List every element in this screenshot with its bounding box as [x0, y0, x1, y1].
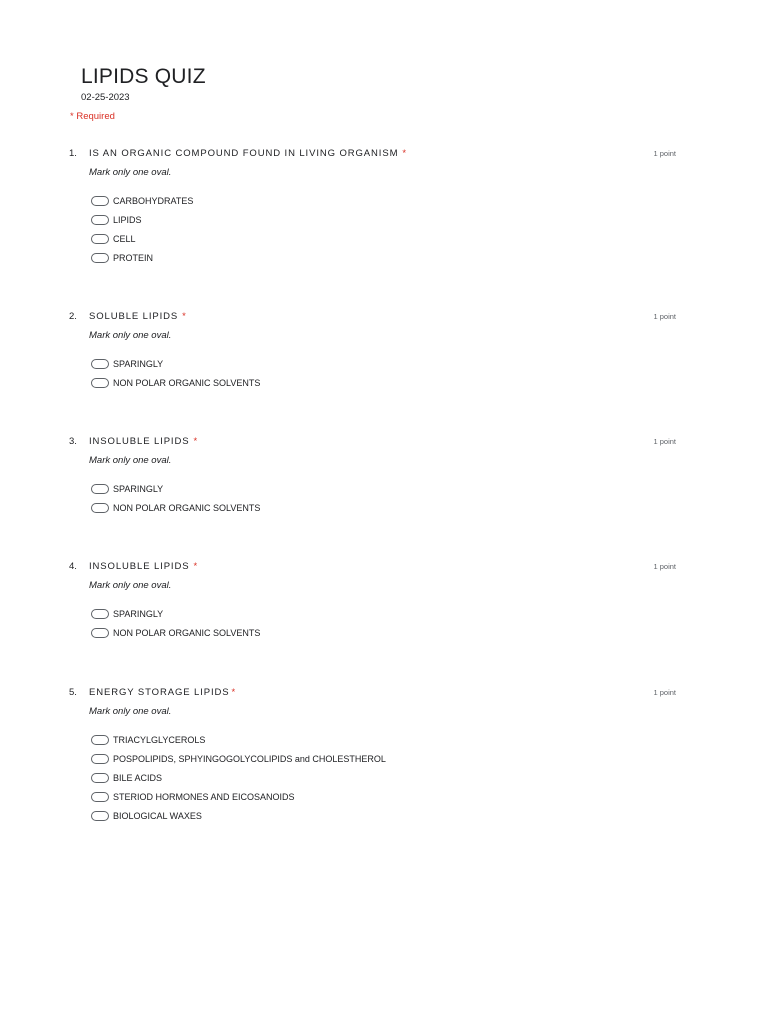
question-number: 1. [69, 148, 77, 159]
question-1 [69, 147, 689, 263]
option-list [91, 191, 193, 267]
option-sparingly[interactable] [91, 354, 260, 373]
radio-oval[interactable] [91, 196, 109, 206]
option-non-polar-organic-solvents[interactable] [91, 623, 260, 642]
required-star: * [402, 148, 407, 159]
radio-oval[interactable] [91, 609, 109, 619]
option-protein[interactable] [91, 248, 193, 267]
question-text: INSOLUBLE LIPIDS * [89, 561, 199, 572]
option-label: NON POLAR ORGANIC SOLVENTS [113, 377, 261, 388]
question-hint: Mark only one oval. [89, 167, 172, 178]
required-star: * [231, 687, 237, 698]
option-label: POSPOLIPIDS, SPHYINGOGOLYCOLIPIDS and CHOLESTHEROL [113, 753, 386, 764]
question-5 [69, 686, 689, 821]
question-hint: Mark only one oval. [89, 455, 172, 466]
required-star: * [193, 561, 199, 572]
radio-oval[interactable] [91, 811, 109, 821]
option-label: STERIOD HORMONES AND EICOSANOIDS [113, 791, 295, 802]
option-non-polar-organic-solvents[interactable] [91, 498, 260, 517]
form-date: 02-25-2023 [81, 92, 130, 103]
radio-oval[interactable] [91, 484, 109, 494]
question-hint: Mark only one oval. [89, 706, 172, 717]
radio-oval[interactable] [91, 359, 109, 369]
option-label: PROTEIN [113, 252, 154, 263]
question-text: IS AN ORGANIC COMPOUND FOUND IN LIVING ORGANISM * [89, 148, 407, 159]
question-text: SOLUBLE LIPIDS * [89, 311, 187, 322]
option-list [91, 730, 386, 825]
option-label: NON POLAR ORGANIC SOLVENTS [113, 627, 261, 638]
radio-oval[interactable] [91, 253, 109, 263]
question-number: 5. [69, 687, 77, 698]
option-triacylglycerols[interactable] [91, 730, 386, 749]
option-bile-acids[interactable] [91, 768, 386, 787]
question-points: 1 point [653, 562, 676, 571]
option-non-polar-organic-solvents[interactable] [91, 373, 260, 392]
question-points: 1 point [653, 149, 676, 158]
option-list [91, 479, 260, 517]
radio-oval[interactable] [91, 792, 109, 802]
question-3 [69, 435, 689, 513]
question-number: 2. [69, 311, 77, 322]
radio-oval[interactable] [91, 628, 109, 638]
option-label: SPARINGLY [113, 483, 164, 494]
option-label: CELL [113, 233, 136, 244]
option-sparingly[interactable] [91, 604, 260, 623]
required-note: * Required [70, 111, 115, 122]
question-text: ENERGY STORAGE LIPIDS * [89, 687, 237, 698]
question-number: 3. [69, 436, 77, 447]
option-label: SPARINGLY [113, 358, 164, 369]
option-list [91, 604, 260, 642]
required-star: * [193, 436, 199, 447]
option-sparingly[interactable] [91, 479, 260, 498]
option-steriod-hormones[interactable] [91, 787, 386, 806]
option-label: SPARINGLY [113, 608, 164, 619]
option-list [91, 354, 260, 392]
radio-oval[interactable] [91, 215, 109, 225]
question-text: INSOLUBLE LIPIDS * [89, 436, 199, 447]
question-hint: Mark only one oval. [89, 330, 172, 341]
option-carbohydrates[interactable] [91, 191, 193, 210]
option-label: BILE ACIDS [113, 772, 163, 783]
question-4 [69, 560, 689, 638]
radio-oval[interactable] [91, 378, 109, 388]
question-points: 1 point [653, 688, 676, 697]
question-points: 1 point [653, 312, 676, 321]
question-number: 4. [69, 561, 77, 572]
option-label: LIPIDS [113, 214, 142, 225]
question-2 [69, 310, 689, 388]
question-hint: Mark only one oval. [89, 580, 172, 591]
option-lipids[interactable] [91, 210, 193, 229]
radio-oval[interactable] [91, 735, 109, 745]
option-label: BIOLOGICAL WAXES [113, 810, 202, 821]
option-label: CARBOHYDRATES [113, 195, 194, 206]
radio-oval[interactable] [91, 503, 109, 513]
radio-oval[interactable] [91, 754, 109, 764]
form-title: LIPIDS QUIZ [81, 65, 206, 88]
option-pospolipids[interactable] [91, 749, 386, 768]
question-points: 1 point [653, 437, 676, 446]
radio-oval[interactable] [91, 234, 109, 244]
required-star: * [182, 311, 187, 322]
option-label: NON POLAR ORGANIC SOLVENTS [113, 502, 261, 513]
option-cell[interactable] [91, 229, 193, 248]
option-biological-waxes[interactable] [91, 806, 386, 825]
radio-oval[interactable] [91, 773, 109, 783]
option-label: TRIACYLGLYCEROLS [113, 734, 206, 745]
